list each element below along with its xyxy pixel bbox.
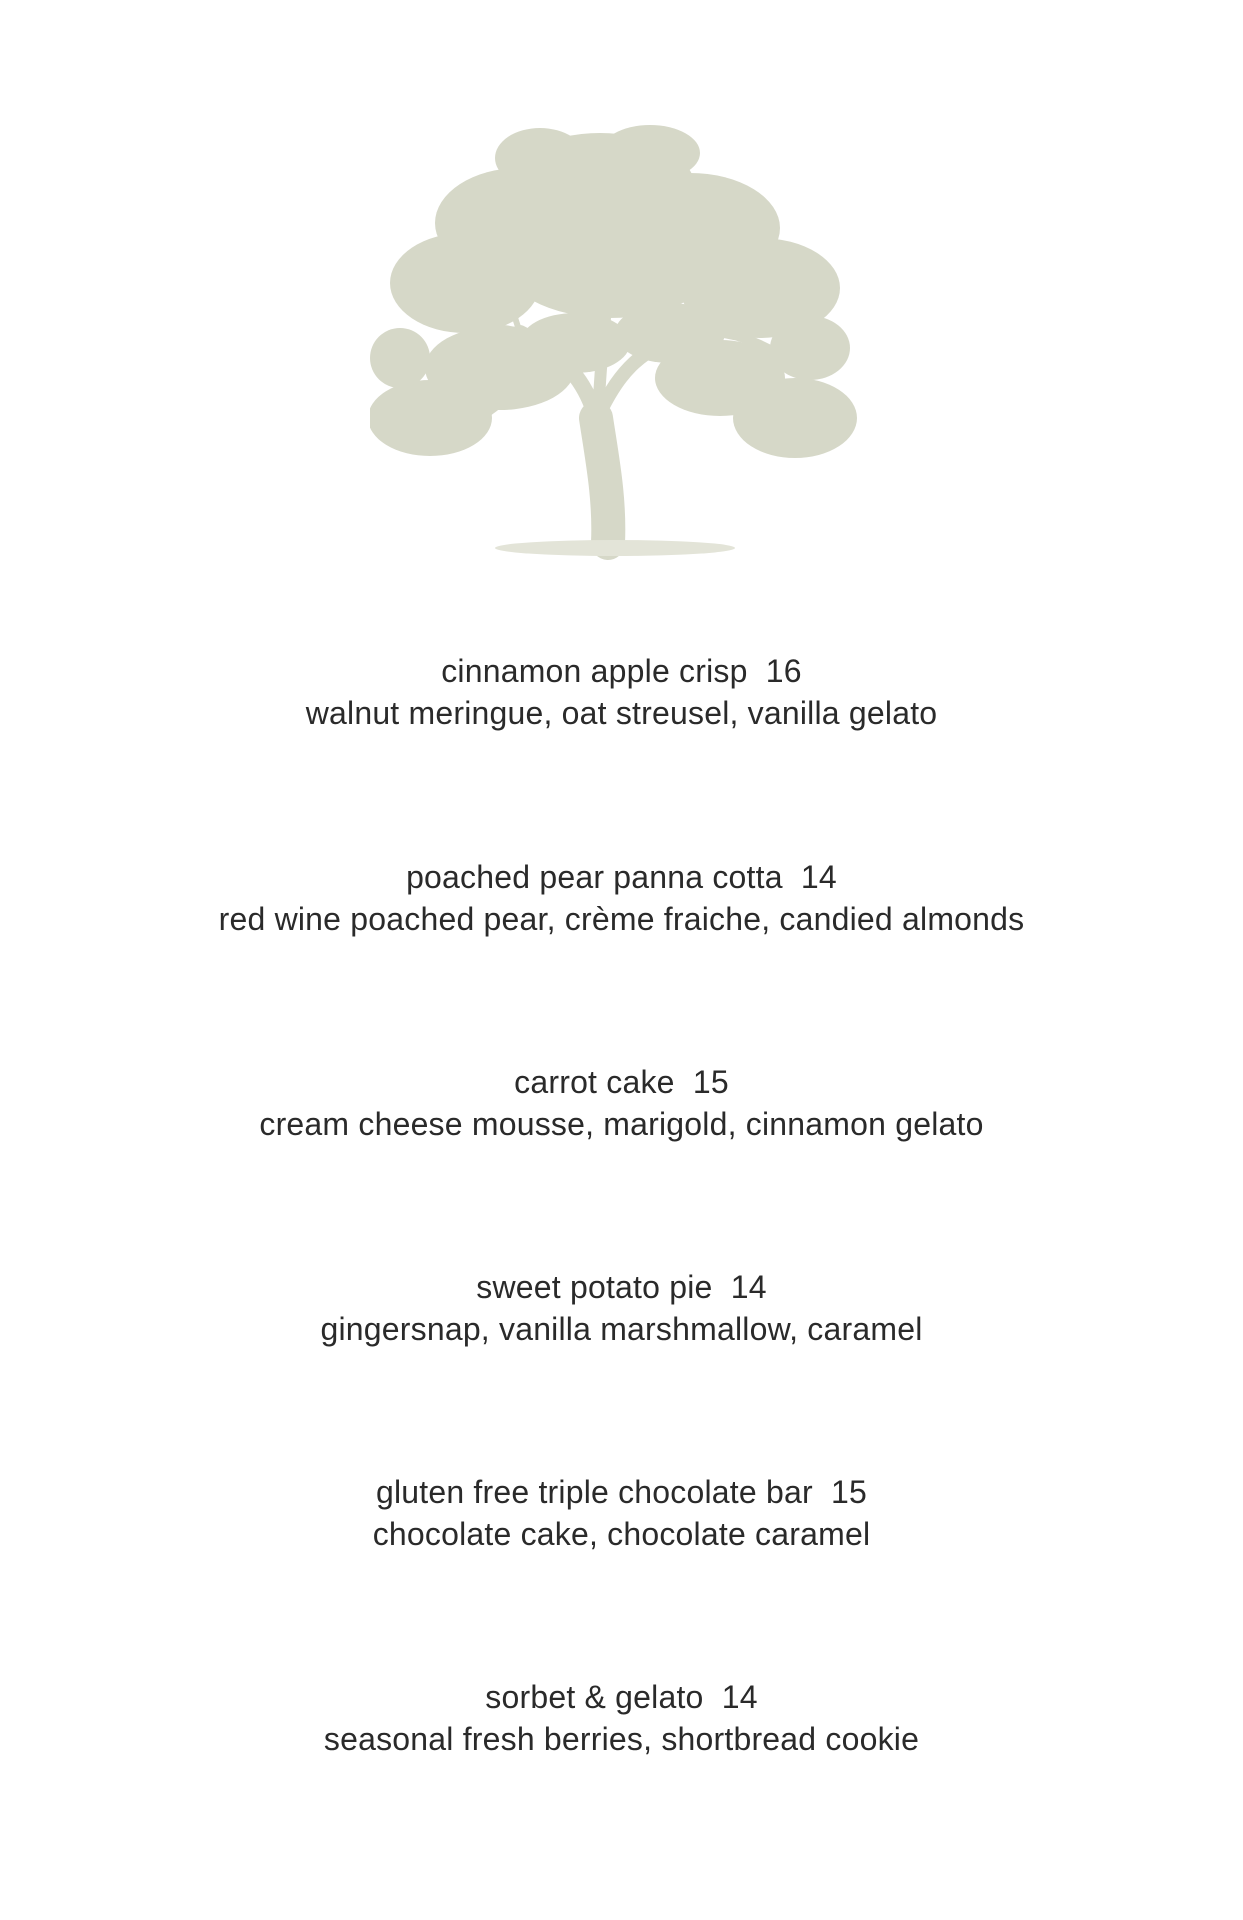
- menu-item-description: cream cheese mousse, marigold, cinnamon gelato: [259, 1106, 984, 1142]
- menu-item: [0, 1266, 1243, 1350]
- menu-item: [0, 1061, 1243, 1145]
- menu-item-title: [0, 1266, 1243, 1308]
- menu-item: [0, 1471, 1243, 1555]
- menu-item-name: gluten free triple chocolate bar: [375, 1474, 813, 1510]
- menu-item-name: carrot cake: [514, 1064, 675, 1100]
- menu-item: [0, 650, 1243, 734]
- menu-item-name: cinnamon apple crisp: [441, 653, 748, 689]
- menu-item-description: red wine poached pear, crème fraiche, candied almonds: [218, 901, 1025, 937]
- menu-item-name: poached pear panna cotta: [406, 859, 783, 895]
- menu-item-price: 14: [800, 859, 837, 895]
- menu-item-price: 14: [721, 1679, 758, 1715]
- menu-item-title: [0, 650, 1243, 692]
- menu-item-name: sweet potato pie: [476, 1269, 713, 1305]
- menu-item: [0, 1676, 1243, 1760]
- menu-item-title: [0, 1676, 1243, 1718]
- menu-item: [0, 856, 1243, 940]
- menu-item-title: [0, 856, 1243, 898]
- menu-item-description: gingersnap, vanilla marshmallow, caramel: [320, 1311, 923, 1347]
- menu-item-price: 14: [730, 1269, 767, 1305]
- menu-item-price: 15: [831, 1474, 868, 1510]
- menu-item-title: [0, 1471, 1243, 1513]
- menu-item-description: walnut meringue, oat streusel, vanilla gelato: [305, 695, 938, 731]
- menu-item-description: chocolate cake, chocolate caramel: [372, 1516, 871, 1552]
- menu-item-name: sorbet & gelato: [485, 1679, 704, 1715]
- menu-item-title: [0, 1061, 1243, 1103]
- menu-item-price: 16: [765, 653, 802, 689]
- menu-item-price: 15: [692, 1064, 729, 1100]
- menu-item-description: seasonal fresh berries, shortbread cookie: [323, 1721, 920, 1757]
